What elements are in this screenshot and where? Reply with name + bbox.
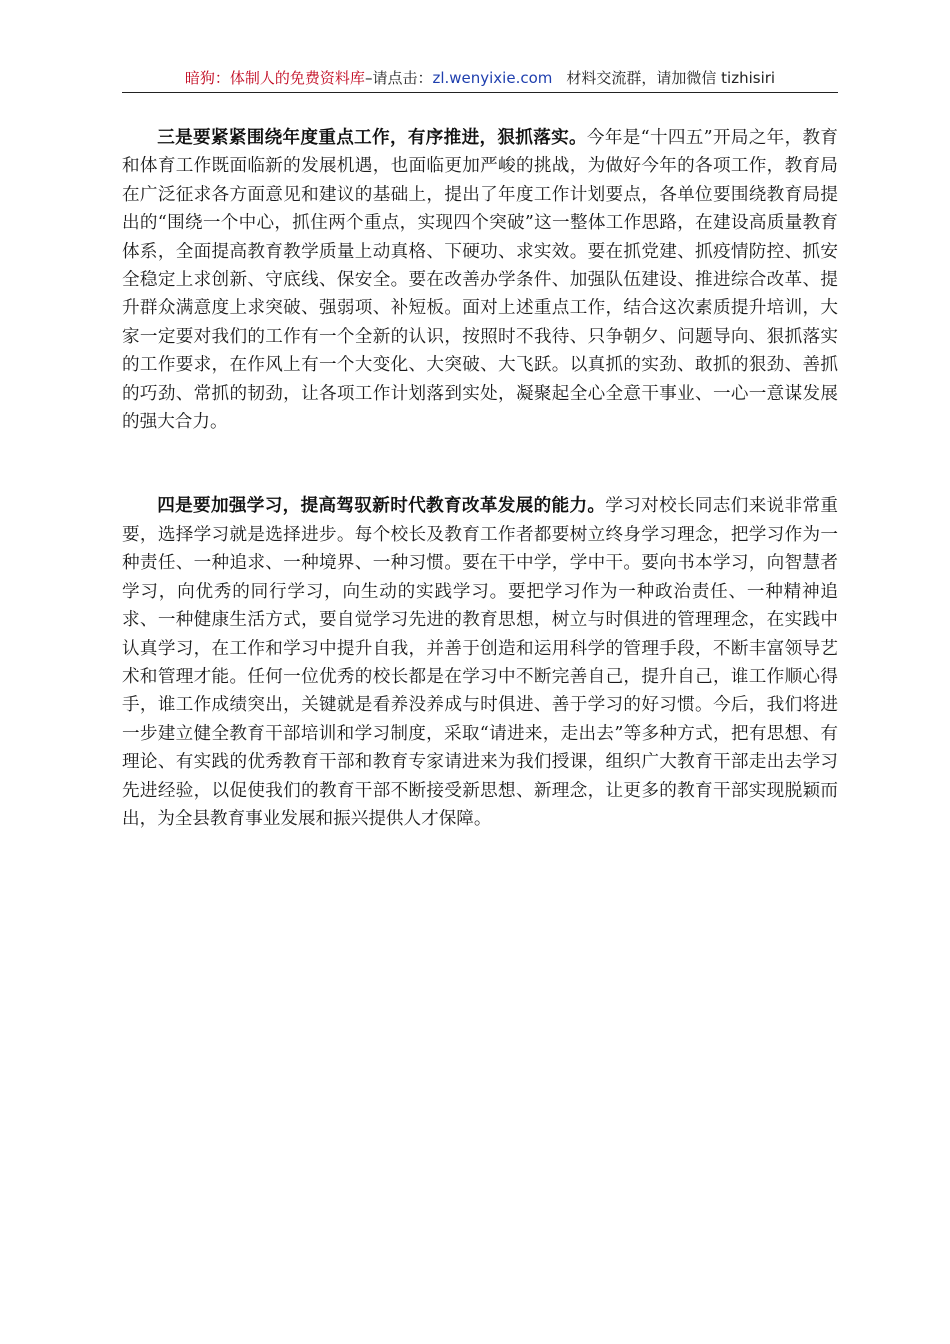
document-body <box>122 124 838 833</box>
paragraph-three <box>122 124 838 436</box>
paragraph-three-heading: 三是要紧紧围绕年度重点工作，有序推进，狠抓落实。 <box>157 128 587 148</box>
paragraph-four-heading: 四是要加强学习，提高驾驭新时代教育改革发展的能力。 <box>157 496 606 517</box>
paragraph-four <box>122 492 838 833</box>
paragraph-four-body: 学习对校长同志们来说非常重要，选择学习就是选择进步。每个校长及教育工作者都要树立终身学习理念，把学习作为一种责任、一种追求、一种境界、一种习惯。要在干中学，学中干。要向书本学习，向智慧者学习，向优秀的同行学习，向生动的实践学习。要把学习作为一种政治责任、一种精神追求、一种健康生活方式，要自觉学习先进的教育思想，树立与时俱进的管理理念，在实践中认真学习，在工作和学习中提升自我，并善于创造和运用科学的管理手段，不断丰富领导艺术和管理才能。任何一位优秀的校长都是在学习中不断完善自己，提升自己，谁工作顺心得手，谁工作成绩突出，关键就是看养没养成与时俱进、善于学习的好习惯。今后，我们将进一步建立健全教育干部培训和学习制度，采取“请进来，走出去”等多种方式，把有思想、有理论、有实践的优秀教育干部和教育专家请进来为我们授课，组织广大教育干部走出去学习先进经验，以促使我们的教育干部不断接受新思想、新理念，让更多的教育干部实现脱颖而出，为全县教育事业发展和振兴提供人才保障。 <box>122 496 838 829</box>
header-contact: 材料交流群，请加微信 tizhisiri <box>566 69 776 87</box>
page-header <box>122 64 838 93</box>
header-prompt: –请点击： <box>364 69 433 87</box>
header-url-link[interactable]: zl.wenyixie.com <box>432 69 553 87</box>
header-site-name: 暗狗：体制人的免费资料库 <box>184 69 365 87</box>
paragraph-three-body: 今年是“十四五”开局之年，教育和体育工作既面临新的发展机遇，也面临更加严峻的挑战，为做好今年的各项工作，教育局在广泛征求各方面意见和建议的基础上，提出了年度工作计划要点，各单位要围绕教育局提出的“围绕一个中心，抓住两个重点，实现四个突破”这一整体工作思路，在建设高质量教育体系，全面提高教育教学质量上动真格、下硬功、求实效。要在抓党建、抓疫情防控、抓安全稳定上求创新、守底线、保安全。要在改善办学条件、加强队伍建设、推进综合改革、提升群众满意度上求突破、强弱项、补短板。面对上述重点工作，结合这次素质提升培训，大家一定要对我们的工作有一个全新的认识，按照时不我待、只争朝夕、问题导向、狠抓落实的工作要求，在作风上有一个大变化、大突破、大飞跃。以真抓的实劲、敢抓的狠劲、善抓的巧劲、常抓的韧劲，让各项工作计划落到实处，凝聚起全心全意干事业、一心一意谋发展的强大合力。 <box>122 128 838 433</box>
